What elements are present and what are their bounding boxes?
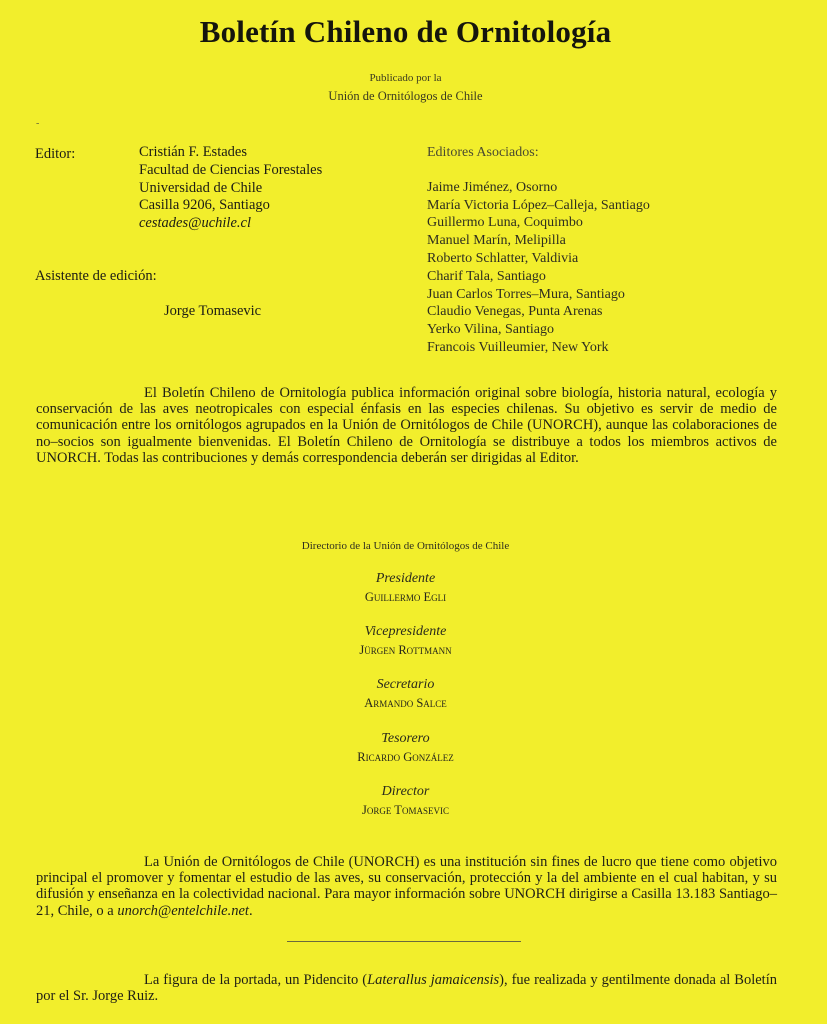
officer-president: [0, 571, 811, 605]
associate-editor: Charif Tala, Santiago: [427, 268, 546, 284]
cover-note-before: La figura de la portada, un Pidencito (: [144, 972, 368, 988]
unorch-paragraph: [36, 854, 777, 919]
associate-editor: Yerko Vilina, Santiago: [427, 322, 554, 338]
officer-vicepresident: [0, 624, 811, 658]
editor-line: Facultad de Ciencias Forestales: [139, 161, 323, 178]
associate-editor: Roberto Schlatter, Valdivia: [427, 250, 579, 266]
officer-treasurer: [0, 731, 811, 765]
editor-line: Cristián F. Estades: [139, 144, 247, 160]
publisher-name: Unión de Ornitólogos de Chile: [328, 89, 483, 103]
associate-editor: Jaime Jiménez, Osorno: [427, 179, 558, 195]
officer-name: Guillermo Egli: [364, 590, 447, 604]
officer-director: [0, 784, 811, 818]
editor-line: Casilla 9206, Santiago: [139, 197, 270, 214]
associate-editor: María Victoria López–Calleja, Santiago: [427, 197, 650, 213]
officer-name: Ricardo González: [357, 750, 454, 764]
associate-editor: Juan Carlos Torres–Mura, Santiago: [427, 286, 625, 302]
directory-title: Directorio de la Unión de Ornitólogos de Chile: [301, 540, 510, 552]
associate-editor: Manuel Marín, Melipilla: [427, 233, 566, 249]
officer-role: Presidente: [375, 571, 436, 586]
officer-role: Vicepresidente: [364, 624, 447, 639]
stray-mark: -: [36, 118, 40, 129]
journal-title: Boletín Chileno de Ornitología: [199, 14, 612, 49]
species-name: Laterallus jamaicensis: [367, 972, 500, 988]
editor-email: cestades@uchile.cl: [139, 215, 251, 232]
associate-editors: [427, 144, 650, 357]
associate-editor: Claudio Venegas, Punta Arenas: [427, 304, 603, 320]
unorch-end: .: [248, 902, 253, 919]
officer-secretary: [0, 677, 811, 711]
cover-note-after: ), fue realizada y gentilmente donada al Boletín por el Sr. Jorge Ruiz.: [36, 972, 777, 1005]
published-by-line: Publicado por la: [369, 72, 442, 84]
editor-label: Editor:: [35, 146, 76, 162]
divider-rule: [287, 941, 521, 942]
editor-line: Universidad de Chile: [139, 179, 263, 196]
officer-role: Director: [381, 784, 430, 799]
officer-name: Jorge Tomasevic: [362, 803, 449, 817]
assistant-label: Asistente de edición:: [35, 268, 157, 284]
associate-editors-heading: Editores Asociados:: [427, 145, 539, 160]
associate-editor: Guillermo Luna, Coquimbo: [427, 215, 583, 231]
assistant-name: Jorge Tomasevic: [164, 303, 262, 319]
officer-role: Tesorero: [381, 731, 430, 746]
associate-editor: Francois Vuilleumier, New York: [427, 339, 609, 355]
intro-text: El Boletín Chileno de Ornitología publica información original sobre biología, historia natural, ecología y conservación de las aves neotropicales con especial énfasis en las especies chilenas. Su objetivo es servir de medio de comunicación entre los ornitólogos agrupados en la Unión de Ornitólogos de Chile (UNORCH), aunque las colaboraciones de no–socios son igualmente bienvenidas. El Boletín Chileno de Ornitología se distribuye a todos los miembros activos de UNORCH. Todas las contribuciones y demás correspondencia deberán ser dirigidas al Editor.: [36, 385, 777, 466]
editor-address: [139, 144, 322, 233]
unorch-text: La Unión de Ornitólogos de Chile (UNORCH) es una institución sin fines de lucro que tiene como objetivo principal el promover y fomentar el estudio de las aves, su conservación, protección y la del ambiente en el cual habitan, y su difusión y enseñanza en la colectividad nacional. Para mayor información sobre UNORCH dirigirse a Casilla 13.183 Santiago–21, Chile, o a: [36, 854, 777, 919]
intro-paragraph: [36, 385, 777, 466]
officer-name: Jürgen Rottmann: [359, 643, 452, 657]
unorch-email: unorch@entelchile.net: [117, 902, 249, 919]
cover-note: [36, 972, 777, 1004]
officer-role: Secretario: [376, 677, 435, 692]
officer-name: Armando Salce: [364, 696, 447, 710]
